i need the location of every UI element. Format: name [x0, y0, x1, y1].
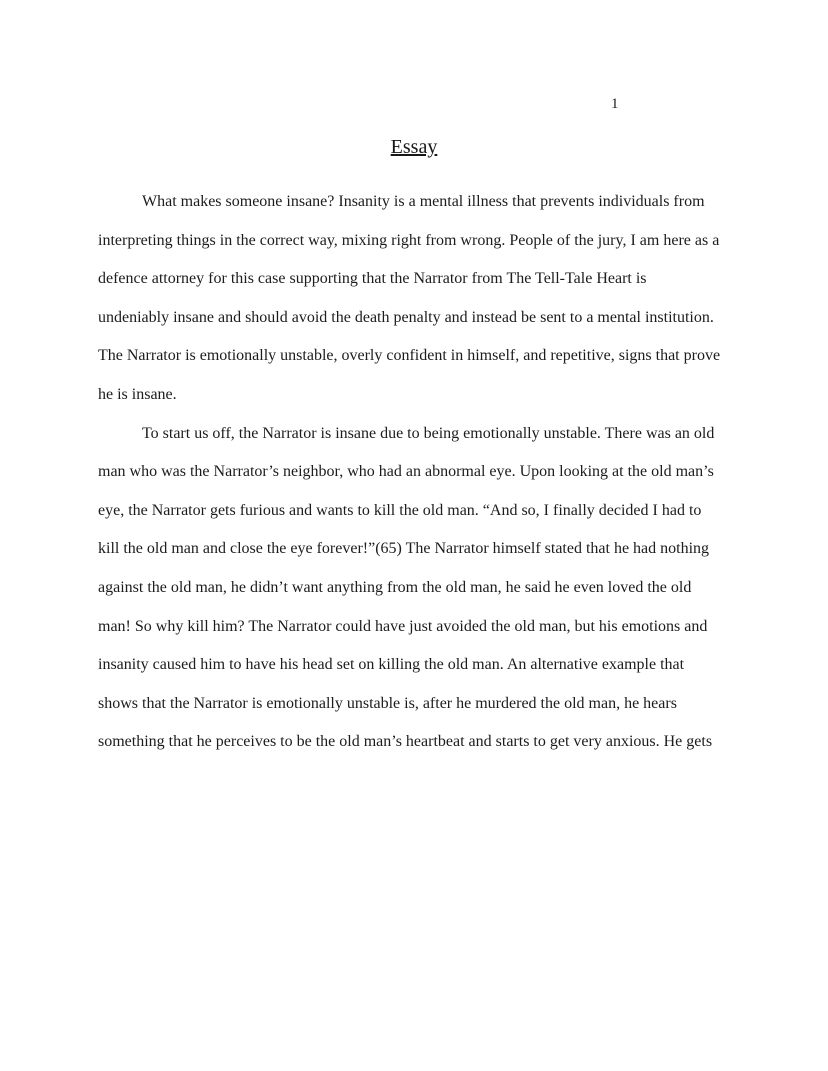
- essay-line: against the old man, he didn’t want anything from the old man, he said he even loved the old: [98, 578, 692, 596]
- essay-line: he is insane.: [98, 385, 177, 403]
- essay-line: kill the old man and close the eye forever!”(65) The Narrator himself stated that he had nothing: [98, 540, 710, 558]
- essay-line: To start us off, the Narrator is insane due to being emotionally unstable. There was an old: [142, 424, 715, 442]
- essay-line: eye, the Narrator gets furious and wants to kill the old man. “And so, I finally decided I had to: [98, 501, 702, 519]
- essay-line: man! So why kill him? The Narrator could have just avoided the old man, but his emotions and: [98, 617, 708, 635]
- essay-line: insanity caused him to have his head set on killing the old man. An alternative example that: [98, 656, 685, 674]
- essay-line: defence attorney for this case supporting that the Narrator from The Tell-Tale Heart is: [98, 270, 647, 288]
- essay-line: man who was the Narrator’s neighbor, who had an abnormal eye. Upon looking at the old man’s: [98, 463, 714, 481]
- essay-line: undeniably insane and should avoid the death penalty and instead be sent to a mental institution.: [98, 308, 714, 326]
- essay-line: something that he perceives to be the old man’s heartbeat and starts to get very anxious. He gets: [98, 733, 713, 751]
- page-number: 1: [611, 96, 619, 112]
- essay-body: [98, 183, 734, 762]
- essay-line: The Narrator is emotionally unstable, overly confident in himself, and repetitive, signs that prove: [98, 347, 721, 365]
- essay-line: interpreting things in the correct way, mixing right from wrong. People of the jury, I am here as a: [98, 231, 720, 249]
- essay-title: Essay: [390, 136, 438, 158]
- essay-line: What makes someone insane? Insanity is a mental illness that prevents individuals from: [142, 193, 705, 210]
- essay-line: shows that the Narrator is emotionally unstable is, after he murdered the old man, he hears: [98, 694, 677, 712]
